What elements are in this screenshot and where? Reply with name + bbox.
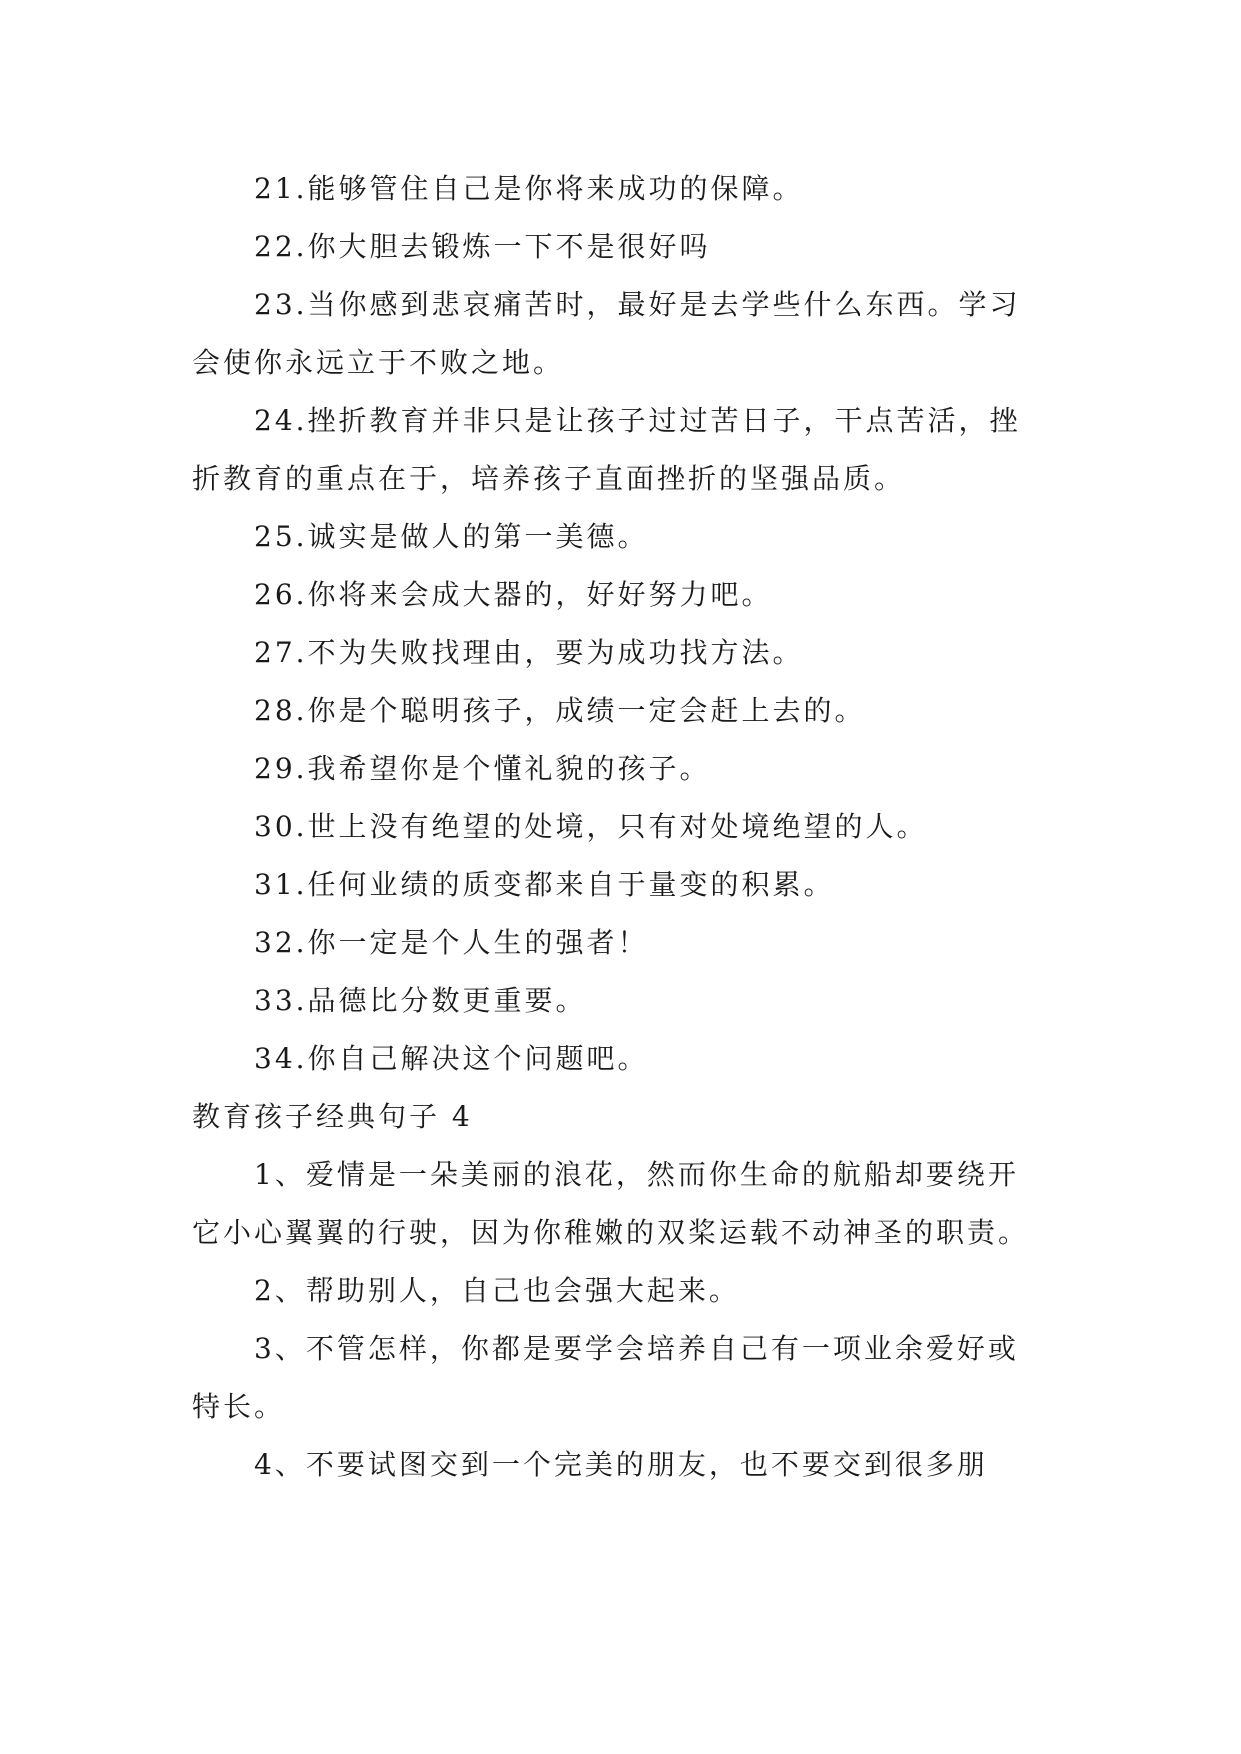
document-body: [192, 160, 1048, 1494]
paragraph-s4-1: 1、爱情是一朵美丽的浪花，然而你生命的航船却要绕开它小心翼翼的行驶，因为你稚嫩的双桨运载不动神圣的职责。: [192, 1158, 1030, 1249]
paragraph-30: 30.世上没有绝望的处境，只有对处境绝望的人。: [254, 810, 928, 843]
paragraph-s4-2: 2、帮助别人，自己也会强大起来。: [254, 1274, 740, 1307]
paragraph-s4-3: 3、不管怎样，你都是要学会培养自己有一项业余爱好或特长。: [192, 1332, 1019, 1423]
paragraph-23: 23.当你感到悲哀痛苦时，最好是去学些什么东西。学习会使你永远立于不败之地。: [192, 288, 1021, 379]
paragraph-s4-4: 4、不要试图交到一个完美的朋友，也不要交到很多朋: [254, 1448, 988, 1481]
paragraph-26: 26.你将来会成大器的，好好努力吧。: [254, 578, 773, 611]
paragraph-28: 28.你是个聪明孩子，成绩一定会赶上去的。: [254, 694, 866, 727]
paragraph-29: 29.我希望你是个懂礼貌的孩子。: [254, 752, 711, 785]
paragraph-22: 22.你大胆去锻炼一下不是很好吗: [254, 230, 711, 263]
paragraph-27: 27.不为失败找理由，要为成功找方法。: [254, 636, 804, 669]
paragraph-24: 24.挫折教育并非只是让孩子过过苦日子，干点苦活，挫折教育的重点在于，培养孩子直面挫折的坚强品质。: [192, 404, 1021, 495]
paragraph-32: 32.你一定是个人生的强者！: [254, 926, 649, 959]
paragraph-25: 25.诚实是做人的第一美德。: [254, 520, 649, 553]
paragraph-34: 34.你自己解决这个问题吧。: [254, 1042, 649, 1075]
paragraph-21: 21.能够管住自己是你将来成功的保障。: [254, 172, 804, 205]
paragraph-31: 31.任何业绩的质变都来自于量变的积累。: [254, 868, 835, 901]
paragraph-33: 33.品德比分数更重要。: [254, 984, 587, 1017]
section-heading: 教育孩子经典句子 4: [192, 1100, 473, 1133]
